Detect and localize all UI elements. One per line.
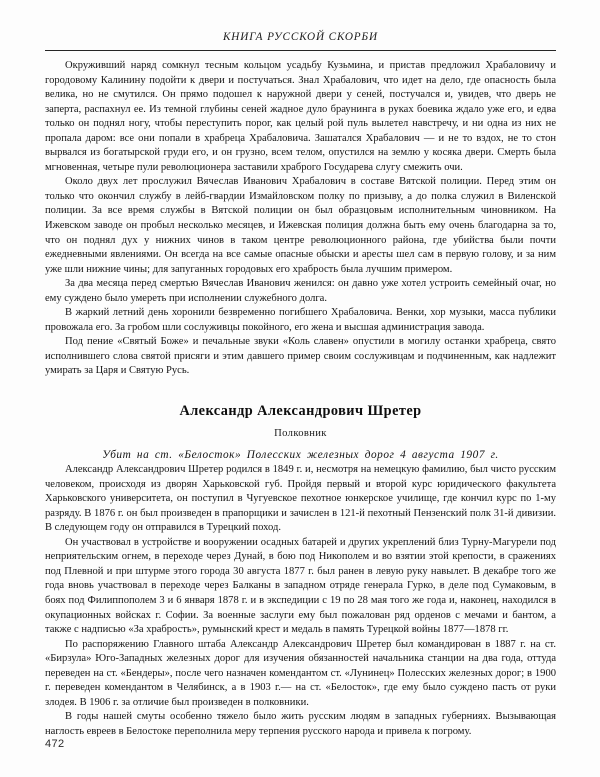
paragraph: В жаркий летний день хоронили безвременно погибшего Храбаловича. Венки, хор музыки, масса публики провожала его. За гробом шли сослуживцы покойного, его жена и высшая администрация завода.: [45, 307, 556, 333]
article-heading-block: [45, 402, 556, 463]
paragraph: Он участвовал в устройстве и вооружении осадных батарей и других укреплений близ Турну-Магурели под неприятельским огнем, в переходе через Дунай, в бою под Никополем и во взятии этой крепости, в сражениях под Плевной и при штурме этого города 30 августа 1877 г. был ранен в левую руку навылет. В декабре того же года вновь участвовал в переходе через Балканы в западном отряде генерала Гурко, в деле под Сумаковым, в боях под Филиппополем 3 и 6 января 1878 г. и в экспедиции с 19 по 28 мая того же года и, наконец, находился в окупационных войсках г. Софии. За военные заслуги ему был пожалован ряд орденов с мечами и бантом, а также с надписью «За храбрость», румынский крест и медаль в память Турецкой войны 1877—1878 гг.: [45, 536, 556, 636]
text-column: [45, 59, 556, 739]
paragraph: По распоряжению Главного штаба Александр Александрович Шретер был командирован в 1887 г. на ст. «Бирзула» Юго-Западных железных дорог для изучения обязанностей начальника станции на два года, оттуда переведен на ст. «Бендеры», после чего назначен комендантом ст. «Лунинец» Полесских железных дорог; в 1900 г. переведен комендантом в Челябинск, а в 1903 г.— на ст. «Белосток», где ему было суждено пасть от руки злодея. В 1906 г. за отличие был произведен в полковники.: [45, 638, 556, 708]
page-number: 472: [45, 738, 65, 750]
header-rule: [45, 50, 556, 51]
paragraph: Около двух лет прослужил Вячеслав Иванович Храбалович в составе Вятской полиции. Перед этим он только что окончил службу в лейб-гвардии Измайловском полку по призыву, а до полка служил в Виленской полиции. За все время службы в Вятской полиции он был образцовым исполнительным чиновником. На Ижевском заводе он пробыл несколько месяцев, и Ижевская полиция должна быть ему очень благодарна за то, что он поднял дух у нижних чинов в таком центре революционного района, где убийства были почти ежедневными явлениями. Он всегда на все самые опасные обыски и аресты шел сам в первую голову, и за ним уже шли нижние чины; для запуганных городовых его храбрость была лучшим примером.: [45, 176, 556, 275]
article-subtitle: Убит на ст. «Белосток» Полесских железных дорог 4 августа 1907 г.: [102, 449, 499, 462]
article-title: Александр Александрович Шретер: [179, 403, 422, 420]
running-header: КНИГА РУССКОЙ СКОРБИ: [222, 31, 379, 43]
article-shreter: [45, 402, 556, 739]
paragraph: В годы нашей смуты особенно тяжело было жить русским людям в западных губерниях. Вызывающая наглость евреев в Белостоке переполнила меру терпения русского народа и привела к погрому.: [45, 711, 556, 737]
paragraph: За два месяца перед смертью Вячеслав Иванович женился: он давно уже хотел устроить семейный очаг, но ему суждено было умереть при исполнении служебного долга.: [45, 278, 556, 304]
paragraph: Под пение «Святый Боже» и печальные звуки «Коль славен» опустили в могилу останки храбреца, свято исполнившего слова святой присяги и этим давшего пример своим сослуживцам и подчиненным, как надлежит умирать за Царя и Святую Русь.: [45, 336, 556, 377]
paragraph: Александр Александрович Шретер родился в 1849 г. и, несмотря на немецкую фамилию, был чисто русским человеком, происходя из дворян Харьковской губ. Пройдя первый и второй курс юридического факультета Харьковского университета, он поступил в Чугуевское пехотное юнкерское училище, где кончил курс по 1-му разряду. В 1876 г. он был произведен в прапорщики и зачислен в 121-й пехотный Пензенский полк 31-й дивизии. В следующем году он отправился в Турецкий поход.: [45, 464, 556, 534]
paragraph: Окруживший наряд сомкнул тесным кольцом усадьбу Кузьмина, и пристав предложил Храбаловичу и городовому Калинину подойти к двери и постучаться. Знал Храбалович, что идет на дело, где опасность была велика, но не смутился. Он прямо подошел к наружной двери у сеней, постучался и, увидев, что дверь не заперта, распахнул ее. Из темной глубины сеней жадное дуло браунинга в руках боевика ждало уже его, и едва только он поднял ногу, чтобы переступить порог, как целый рой пуль вылетел навстречу, и ни одна из них не пропала даром: все они попали в храбреца Храбаловича. Зашатался Храбалович — и не то вздох, не то стон вырвался из богатырской груди его, и он грузно, всем телом, опустился на землю у косяка двери. Смерть была мгновенная, четыре пули революционера заставили храброго Государева слугу смежить очи.: [45, 60, 556, 173]
article-rank: Полковник: [274, 428, 327, 440]
article-khrabalovich-continued: [45, 59, 556, 379]
